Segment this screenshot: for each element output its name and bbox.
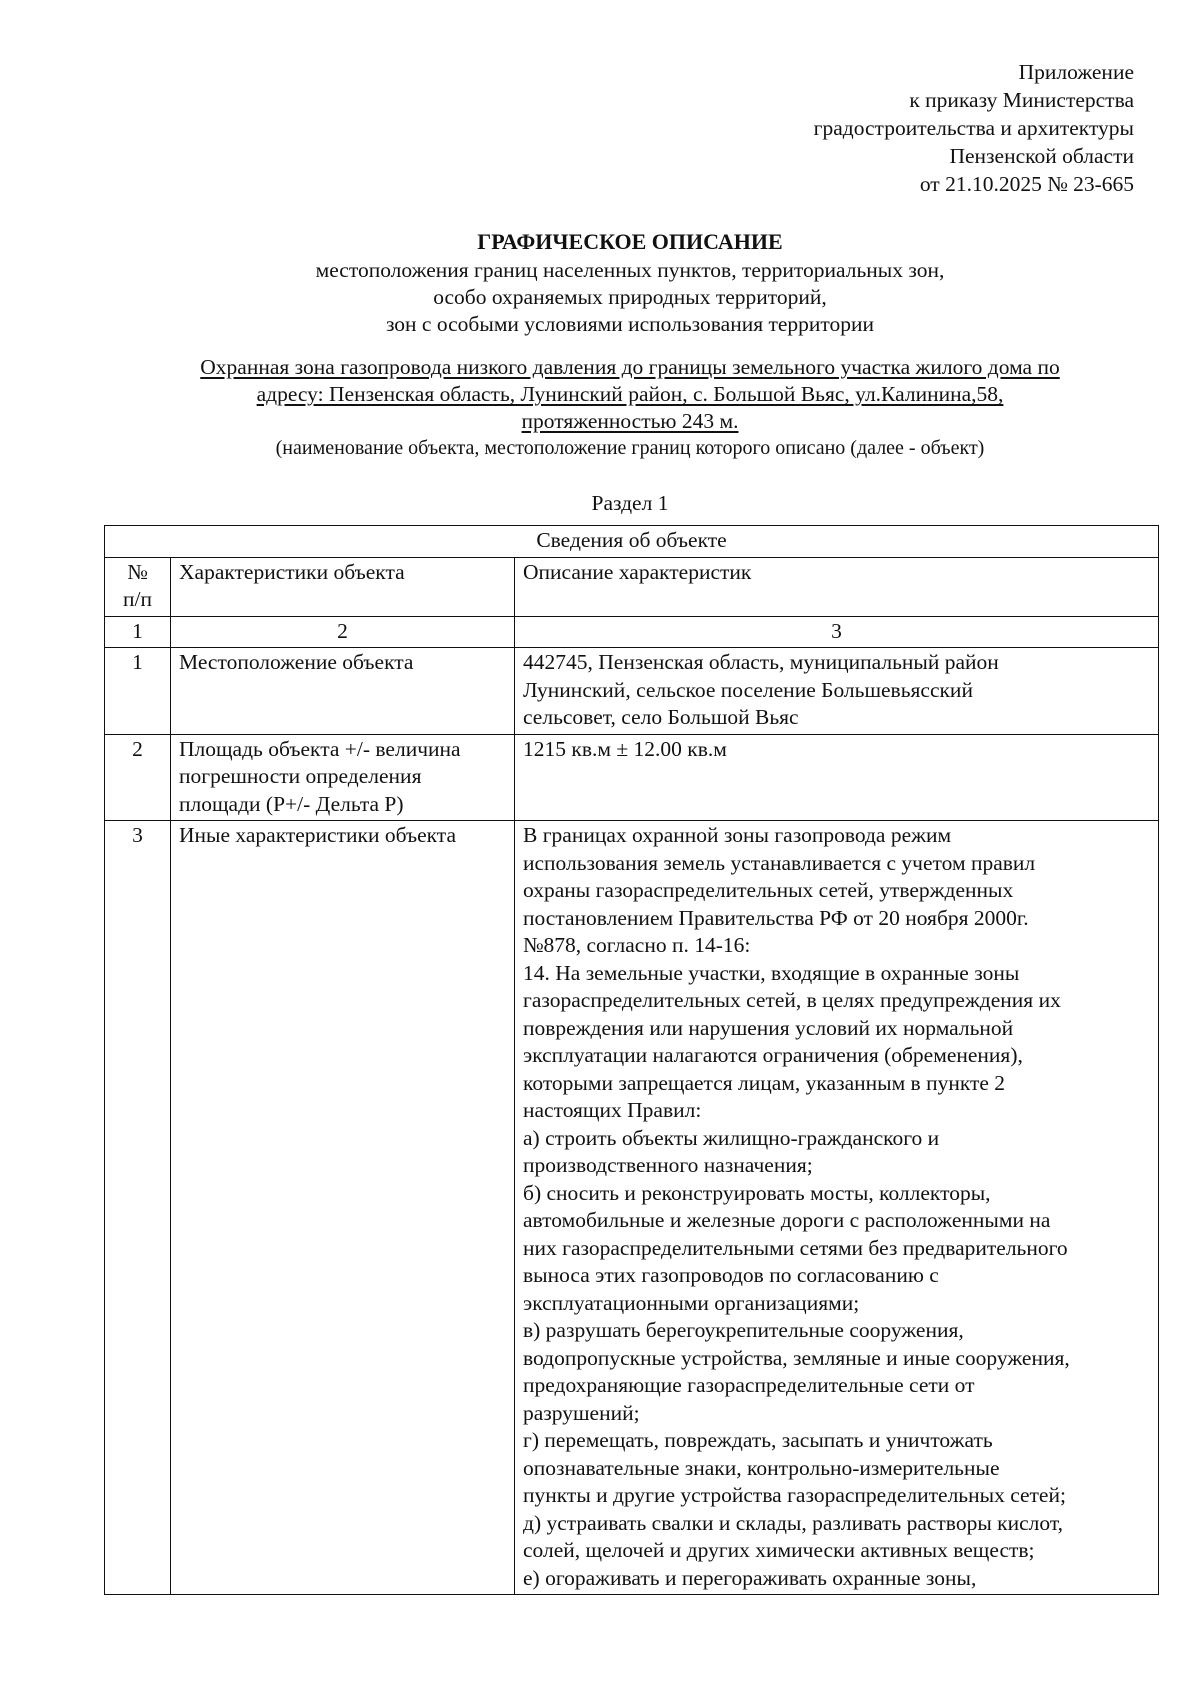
object-name-line: адресу: Пензенская область, Лунинский район, с. Большой Вьяс, ул.Калинина,58, [256, 382, 1004, 406]
object-caption: (наименование объекта, местоположение границ которого описано (далее - объект) [275, 437, 985, 459]
title-subline: особо охраняемых природных территорий, [433, 285, 827, 309]
description-line: выноса этих газопроводов по согласованию с [523, 1263, 939, 1287]
description-line: опознавательные знаки, контрольно-измерительные [523, 1455, 1000, 1480]
description-line: а) строить объекты жилищно-гражданского и [523, 1125, 940, 1150]
description-line: Лунинский, сельское поселение Большевьясский [523, 677, 973, 702]
characteristic-line: Иные характеристики объекта [179, 823, 457, 847]
characteristic-line: Местоположение объекта [179, 650, 414, 674]
document-title-block [0, 228, 1200, 338]
description-line: сельсовет, село Большой Вьяс [523, 705, 799, 729]
appendix-line: Приложение [1018, 60, 1134, 84]
characteristic-line: площади (Р+/- Дельта Р) [179, 791, 404, 816]
title-subline: зон с особыми условиями использования территории [385, 312, 875, 336]
appendix-line: градостроительства и архитектуры [813, 116, 1134, 140]
column-number: 1 [105, 616, 171, 648]
header-number [105, 557, 171, 616]
description-line: них газораспределительными сетями без предварительного [523, 1235, 1068, 1260]
document-title: ГРАФИЧЕСКОЕ ОПИСАНИЕ [477, 229, 783, 254]
description-line: повреждения или нарушения условий их нормальной [523, 1015, 1014, 1040]
row-number: 1 [105, 648, 171, 735]
description-line: г) перемещать, повреждать, засыпать и уничтожать [523, 1428, 993, 1452]
header-number-line: п/п [123, 587, 152, 611]
row-characteristic [171, 648, 515, 735]
characteristic-line: погрешности определения [179, 764, 422, 788]
column-number-row [105, 616, 1159, 648]
description-line: в) разрушать берегоукрепительные сооружения, [523, 1318, 964, 1342]
object-name-block [0, 354, 1200, 462]
column-number: 2 [171, 616, 515, 648]
description-line: солей, щелочей и других химически активных веществ; [523, 1538, 1035, 1562]
appendix-line: к приказу Министерства [909, 88, 1134, 112]
row-characteristic [171, 734, 515, 821]
description-line: е) огораживать и перегораживать охранные зоны, [523, 1565, 977, 1590]
description-line: предохраняющие газораспределительные сети от [523, 1373, 975, 1397]
description-line: эксплуатации налагаются ограничения (обременения), [523, 1043, 1023, 1067]
header-characteristics: Характеристики объекта [171, 557, 515, 616]
table-caption: Сведения об объекте [105, 526, 1159, 558]
description-line: эксплуатационными организациями; [523, 1290, 860, 1315]
row-number: 2 [105, 734, 171, 821]
description-line: автомобильные и железные дороги с расположенными на [523, 1208, 1051, 1232]
description-line: постановлением Правительства РФ от 20 ноября 2000г. [523, 905, 1029, 930]
description-line: газораспределительных сетей, в целях предупреждения их [523, 988, 1061, 1012]
table-row [105, 734, 1159, 821]
row-description [515, 734, 1159, 821]
row-characteristic [171, 821, 515, 1595]
title-subline: местоположения границ населенных пунктов, территориальных зон, [315, 258, 945, 282]
description-line: производственного назначения; [523, 1153, 813, 1177]
header-number-line: № [127, 559, 148, 584]
row-description [515, 821, 1159, 1595]
appendix-header [814, 58, 1134, 198]
section-title: Раздел 1 [591, 491, 669, 515]
object-name-line: Охранная зона газопровода низкого давления до границы земельного участка жилого дома по [200, 355, 1060, 379]
appendix-date-number: от 21.10.2025 № 23-665 [919, 172, 1134, 196]
description-line: 14. На земельные участки, входящие в охранные зоны [523, 960, 1020, 985]
description-line: настоящих Правил: [523, 1098, 702, 1122]
description-line: 442745, Пензенская область, муниципальный район [523, 650, 999, 674]
header-description: Описание характеристик [515, 557, 1159, 616]
description-line: пункты и другие устройства газораспределительных сетей; [523, 1483, 1066, 1507]
description-line: разрушений; [523, 1400, 640, 1425]
description-line: д) устраивать свалки и склады, разливать растворы кислот, [523, 1510, 1063, 1535]
description-line: водопропускные устройства, земляные и иные сооружения, [523, 1345, 1070, 1370]
description-line: которыми запрещается лицам, указанным в пункте 2 [523, 1070, 1006, 1095]
description-line: использования земель устанавливается с учетом правил [523, 850, 1036, 875]
description-line: б) сносить и реконструировать мосты, коллекторы, [523, 1180, 991, 1205]
description-line: В границах охранной зоны газопровода режим [523, 823, 952, 847]
description-line: №878, согласно п. 14-16: [523, 933, 751, 957]
characteristic-line: Площадь объекта +/- величина [179, 736, 461, 761]
row-description [515, 648, 1159, 735]
row-number: 3 [105, 821, 171, 1595]
table-row [105, 648, 1159, 735]
object-info-table [104, 525, 1159, 1595]
table-header-row [105, 557, 1159, 616]
column-number: 3 [515, 616, 1159, 648]
object-name-line: протяженностью 243 м. [521, 409, 739, 433]
description-line: охраны газораспределительных сетей, утвержденных [523, 878, 1014, 902]
table-row [105, 821, 1159, 1595]
description-line: 1215 кв.м ± 12.00 кв.м [523, 736, 727, 761]
appendix-line: Пензенской области [949, 144, 1134, 168]
